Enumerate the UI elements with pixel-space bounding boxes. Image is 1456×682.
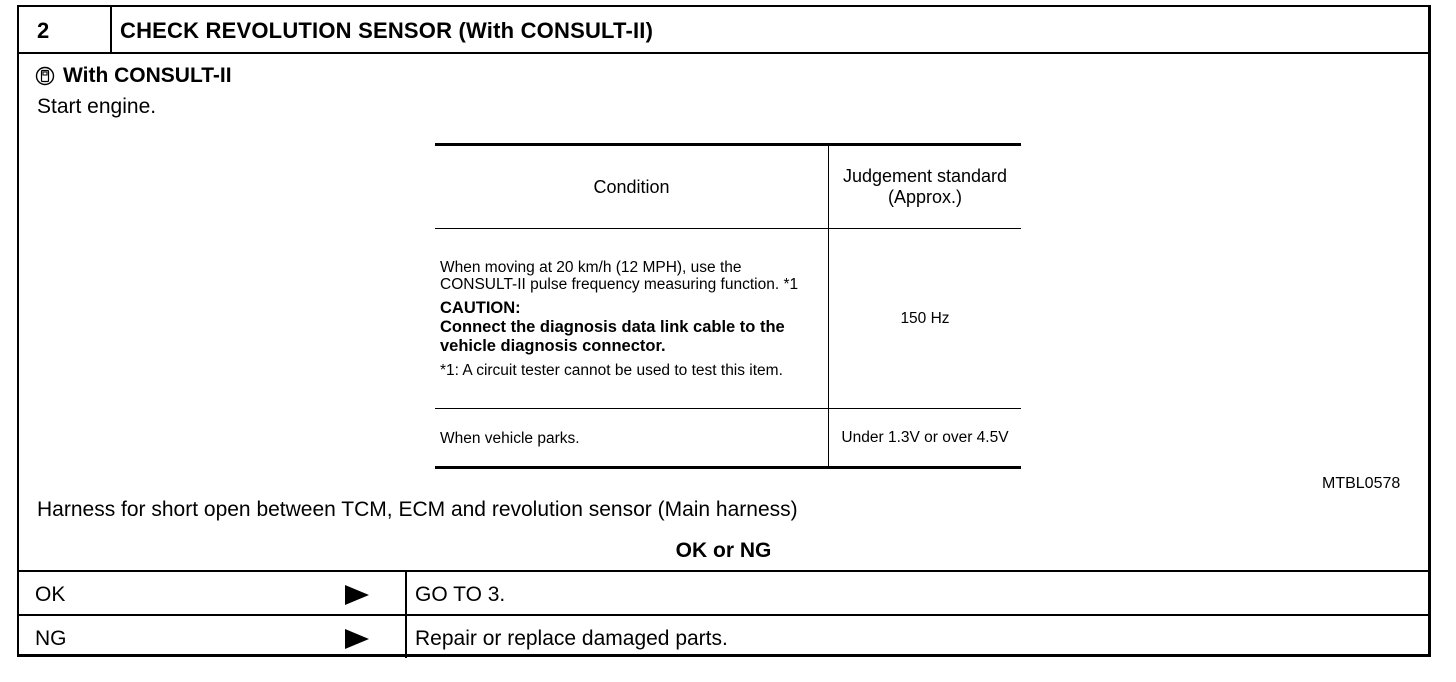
standard-header: Judgement standard (Approx.) xyxy=(829,145,1022,229)
procedure-frame xyxy=(17,5,1431,657)
result-question: OK or NG xyxy=(675,539,772,562)
row-divider xyxy=(405,616,407,658)
consult-tester-icon xyxy=(35,66,55,86)
condition-cell: When vehicle parks. xyxy=(435,409,829,468)
footnote-text: *1: A circuit tester cannot be used to test this item. xyxy=(440,362,783,379)
condition-header: Condition xyxy=(435,145,829,229)
result-action: GO TO 3. xyxy=(415,583,506,606)
step-header xyxy=(19,7,1428,54)
arrow-right-icon xyxy=(345,585,369,605)
result-row-ng xyxy=(19,614,1428,658)
caution-text: Connect the diagnosis data link cable to the vehicle diagnosis connector. xyxy=(440,318,785,355)
result-label: NG xyxy=(35,627,67,650)
result-row-ok xyxy=(19,570,1428,614)
condition-text: When moving at 20 km/h (12 MPH), use the CONSULT-II pulse frequency measuring function. *1 xyxy=(440,259,799,293)
table-row xyxy=(435,229,1021,409)
consult-label: With CONSULT-II xyxy=(63,64,232,87)
instruction-text: Start engine. xyxy=(37,95,157,118)
row-divider xyxy=(405,572,407,614)
table-code: MTBL0578 xyxy=(1322,475,1401,492)
judgement-table xyxy=(435,143,1021,447)
arrow-right-icon xyxy=(345,629,369,649)
standard-value: Under 1.3V or over 4.5V xyxy=(829,409,1022,468)
step-title: CHECK REVOLUTION SENSOR (With CONSULT-II) xyxy=(120,18,654,43)
result-action: Repair or replace damaged parts. xyxy=(415,627,728,650)
result-label: OK xyxy=(35,583,66,606)
table-row xyxy=(435,409,1021,468)
condition-cell xyxy=(435,229,829,409)
consult-heading xyxy=(35,64,232,88)
harness-check-text: Harness for short open between TCM, ECM and revolution sensor (Main harness) xyxy=(37,498,798,521)
step-number: 2 xyxy=(19,7,112,52)
standard-value: 150 Hz xyxy=(829,229,1022,409)
caution-title: CAUTION: xyxy=(440,299,521,317)
